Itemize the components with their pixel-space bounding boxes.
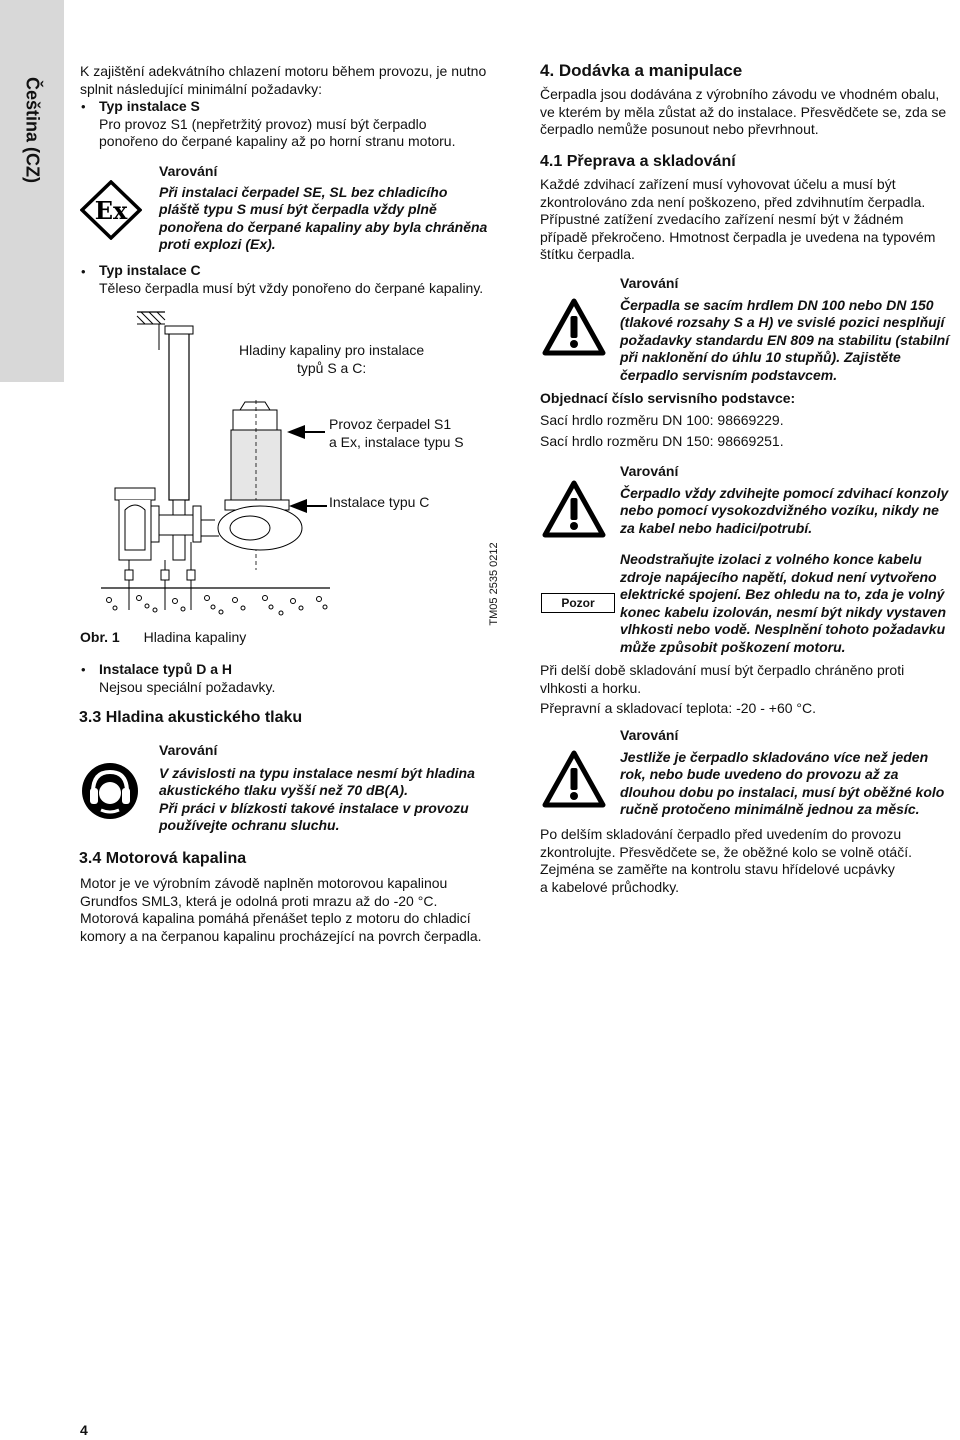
warning-title: Varování bbox=[159, 742, 218, 758]
section-4-1-heading: 4.1 Přeprava a skladování bbox=[540, 153, 736, 170]
warning-text: Čerpadlo vždy zdvihejte pomocí zdvihací konzoly nebo pomocí vysokozdvižného vozíku, nikdy ne za kabel nebo hadici/potrubí. bbox=[620, 484, 949, 536]
figure-label-type-c: Instalace typu C bbox=[329, 494, 430, 510]
type-dh-item: Instalace typů D a H Nejsou speciální požadavky. bbox=[99, 661, 276, 695]
figure-code: TM05 2535 0212 bbox=[488, 542, 500, 626]
warning-ex bbox=[159, 163, 519, 254]
warning-stability bbox=[620, 275, 960, 384]
hearing-protection-icon bbox=[81, 762, 139, 820]
temperature-text: Přepravní a skladovací teplota: -20 - +60 °C. bbox=[540, 700, 817, 716]
language-tab bbox=[0, 0, 64, 382]
storage-text: Při delší době skladování musí být čerpadlo chráněno proti vlhkosti a horku. bbox=[540, 662, 905, 696]
warning-lifting bbox=[620, 463, 960, 537]
warning-noise bbox=[159, 742, 519, 835]
warning-text: Čerpadla se sacím hrdlem DN 100 nebo DN 150 (tlakové rozsahy S a H) ve svislé pozici nesplňují požadavky standardu EN 809 na stabilitu (stabilní při naklonění do úhlu 10 stupňů). Zajistěte čerpadlo servisním podstavcem. bbox=[620, 296, 950, 383]
section-3-4-heading: 3.4 Motorová kapalina bbox=[79, 850, 247, 867]
language-label: Čeština (CZ) bbox=[22, 76, 43, 184]
warning-triangle-icon bbox=[542, 480, 606, 538]
final-text: Po delším skladování čerpadlo před uvedením do provozu zkontrolujte. Přesvědčete se, že oběžné kolo se volně otáčí. Zejména se zaměřte na kontrolu stavu hřídelové ucpávky a kabelové průchodky. bbox=[540, 826, 912, 895]
warning-title: Varování bbox=[620, 727, 679, 743]
bullet: • bbox=[81, 99, 86, 114]
warning-triangle-icon bbox=[542, 298, 606, 356]
warning-text: Jestliže je čerpadlo skladováno více než jeden rok, nebo bude uvedeno do provozu až za dlouhou dobu po instalaci, musí být oběžné kolo ručně protočeno minimálně jednou za měsíc. bbox=[620, 748, 945, 817]
warning-title: Varování bbox=[159, 163, 218, 179]
section-3-4-text: Motor je ve výrobním závodě naplněn motorovou kapalinou Grundfos SML3, která je odolná proti mrazu až do -20 °C. Motorová kapalina pomáhá přenášet teplo z motoru do chladicí komory a na čerpanou kapalinu procházející na povrch čerpadla. bbox=[80, 875, 482, 944]
pozor-text: Neodstraňujte izolaci z volného konce kabelu zdroje napájecího napětí, dokud není vytvořeno elektrické spojení. Bez ohledu na to, zda je volný konec kabelu izolován, nesmí být nikdy vystaven vlhkosti nebo vodě. Nesplnění tohoto požadavku může způsobit poškození motoru. bbox=[620, 551, 947, 655]
intro-paragraph: K zajištění adekvátního chlazení motoru během provozu, je nutno splnit následující minimální požadavky: bbox=[80, 63, 487, 97]
order-numbers: Objednací číslo servisního podstavce: Sací hrdlo rozměru DN 100: 98669229. Sací hrdlo rozměru DN 150: 98669251. bbox=[540, 390, 796, 449]
warning-text: Při instalaci čerpadel SE, SL bez chladicího pláště typu S musí být čerpadla vždy plně ponořena do čerpané kapaliny aby byla chráněna proti explozi (Ex). bbox=[159, 183, 488, 252]
warning-title: Varování bbox=[620, 463, 679, 479]
section-4-heading: 4. Dodávka a manipulace bbox=[540, 61, 743, 80]
bullet: • bbox=[81, 264, 86, 279]
figure-label-type-s: Provoz čerpadel S1 a Ex, instalace typu S bbox=[329, 416, 464, 450]
type-c-item: Typ instalace C Těleso čerpadla musí být vždy ponořeno do čerpané kapaliny. bbox=[99, 262, 484, 296]
section-4-text: Čerpadla jsou dodávána z výrobního závodu ve vhodném obalu, ve kterém by měla zůstat až do instalace. Přesvědčete se, zda se čerpadlo nemůže posunout nebo převrhnout. bbox=[540, 86, 947, 137]
section-4-1-text: Každé zdvihací zařízení musí vyhovovat účelu a musí být zkontrolováno zda není poškozeno, před zdvihnutím čerpadla. Přípustné zatížení zvedacího zařízení nesmí být v žádném případě překročeno. Hmotnost čerpadla je uvedena na typovém štítku čerpadla. bbox=[540, 176, 936, 262]
warning-text: V závislosti na typu instalace nesmí být hladina akustického tlaku vyšší než 70 dB(A). Při práci v blízkosti takové instalace v provozu používejte ochranu sluchu. bbox=[159, 764, 475, 833]
warning-storage bbox=[620, 727, 960, 819]
page-number: 4 bbox=[80, 1422, 88, 1438]
figure-caption: Obr. 1 Hladina kapaliny bbox=[80, 629, 247, 645]
ex-explosion-icon bbox=[80, 180, 142, 240]
figure-label-levels: Hladiny kapaliny pro instalace typů S a C: bbox=[239, 342, 425, 376]
pozor-badge: Pozor bbox=[541, 593, 615, 613]
warning-triangle-icon bbox=[542, 750, 606, 808]
section-3-3-heading: 3.3 Hladina akustického tlaku bbox=[79, 709, 303, 726]
type-s-item: Typ instalace S Pro provoz S1 (nepřetržitý provoz) musí být čerpadlo ponořeno do čerpané kapaliny až po horní stranu motoru. bbox=[99, 98, 456, 149]
svg-text:Ex: Ex bbox=[94, 196, 128, 225]
warning-title: Varování bbox=[620, 275, 679, 291]
bullet: • bbox=[81, 662, 86, 677]
